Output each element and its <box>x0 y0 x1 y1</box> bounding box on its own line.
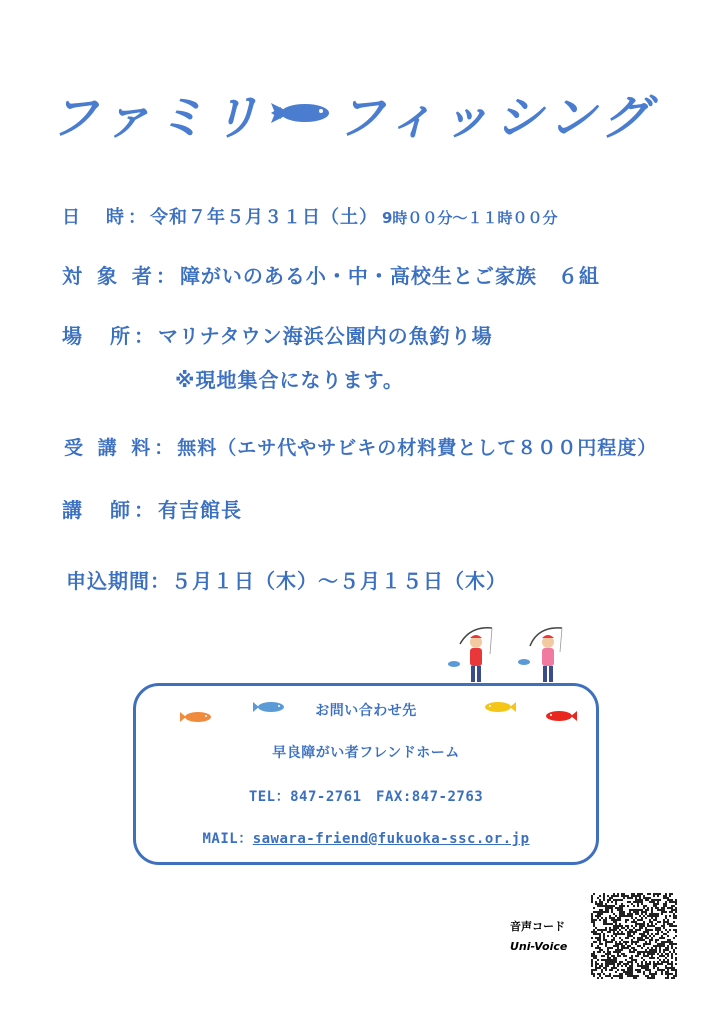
date-label: 日 時： <box>62 207 150 228</box>
fisher-right-icon <box>512 624 572 688</box>
mail-link[interactable]: sawara-friend@fukuoka-ssc.or.jp <box>252 831 530 847</box>
time-value: 9時００分～１１時００分 <box>382 209 558 227</box>
target-row <box>62 260 600 289</box>
date-row <box>62 203 557 229</box>
voice-code-name: Uni-Voice <box>510 940 568 953</box>
place-label: 場 所： <box>62 324 158 348</box>
title-part2: フィッシング <box>337 89 656 146</box>
mail-label: MAIL： <box>202 831 253 847</box>
contact-mail-line <box>136 828 596 848</box>
contact-heading: お問い合わせ先 <box>315 703 417 719</box>
voice-code-qr <box>591 893 677 979</box>
fish-icon <box>269 95 333 131</box>
red-fish-icon <box>545 709 577 723</box>
fisher-left-icon <box>440 624 500 688</box>
title-part1: ファミリ <box>50 89 266 146</box>
voice-code-label: 音声コード <box>510 920 565 933</box>
period-row <box>66 565 507 594</box>
fee-row <box>64 433 657 460</box>
yellow-fish-icon <box>484 700 516 714</box>
instructor-row <box>62 494 242 523</box>
page-title <box>50 78 690 148</box>
period-label: 申込期間： <box>66 569 171 593</box>
contact-org: 早良障がい者フレンドホーム <box>272 745 460 761</box>
place-value: マリナタウン海浜公園内の魚釣り場 <box>158 324 493 348</box>
orange-fish-icon <box>180 710 212 724</box>
target-value: 障がいのある小・中・高校生とご家族 ６組 <box>179 264 600 288</box>
place-note: ※現地集合になります。 <box>175 368 404 392</box>
instructor-label: 講 師： <box>62 498 158 522</box>
date-value: 令和７年５月３１日（土） <box>150 207 378 228</box>
contact-tel-fax: TEL：847-2761 FAX:847-2763 <box>248 789 484 805</box>
fee-value: 無料（エサ代やサビキの材料費として８００円程度） <box>177 437 658 459</box>
blue-fish-icon <box>253 700 285 714</box>
target-label: 対 象 者： <box>62 264 180 288</box>
period-value: ５月１日（木）～５月１５日（木） <box>171 569 507 593</box>
place-row <box>62 320 493 349</box>
fee-label: 受 講 料： <box>64 437 178 459</box>
instructor-value: 有吉館長 <box>158 498 242 522</box>
